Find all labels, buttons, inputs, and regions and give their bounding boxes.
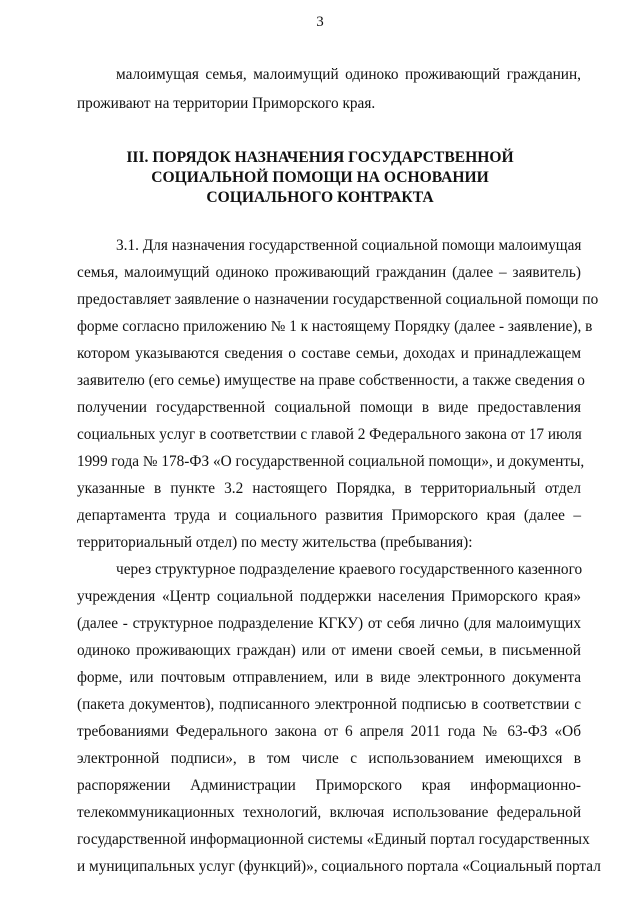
paragraph-line: территориальный отдел) по месту жительства (пребывания): — [77, 534, 473, 551]
paragraph-line: указанные в пункте 3.2 настоящего Порядка, в территориальный отдел — [77, 480, 581, 497]
paragraph-line: департамента труда и социального развития Приморского края (далее – — [77, 507, 581, 524]
paragraph-line: и муниципальных услуг (функций)», социального портала «Социальный портал — [77, 858, 601, 875]
paragraph-line: распоряжении Администрации Приморского края информационно- — [77, 777, 581, 794]
paragraph-line: социальных услуг в соответствии с главой 2 Федерального закона от 17 июля — [77, 426, 582, 443]
paragraph-line: форме согласно приложению № 1 к настоящему Порядку (далее - заявление), в — [77, 318, 593, 335]
section-heading-line: III. ПОРЯДОК НАЗНАЧЕНИЯ ГОСУДАРСТВЕННОЙ — [126, 149, 514, 166]
section-heading-line: СОЦИАЛЬНОГО КОНТРАКТА — [206, 189, 434, 206]
paragraph-line: одиноко проживающих граждан) или от имени своей семьи, в письменной — [77, 642, 581, 659]
paragraph-line: котором указываются сведения о составе семьи, доходах и принадлежащем — [77, 345, 581, 362]
section-heading-line: СОЦИАЛЬНОЙ ПОМОЩИ НА ОСНОВАНИИ — [151, 169, 489, 186]
paragraph-line: семья, малоимущий одиноко проживающий гражданин (далее – заявитель) — [77, 264, 581, 281]
paragraph-line: требованиями Федерального закона от 6 апреля 2011 года № 63-ФЗ «Об — [77, 723, 581, 740]
paragraph-line: через структурное подразделение краевого государственного казенного — [116, 561, 583, 578]
paragraph-line: телекоммуникационных технологий, включая использование федеральной — [77, 804, 581, 821]
paragraph-line: 1999 года № 178-ФЗ «О государственной социальной помощи», и документы, — [77, 453, 585, 470]
paragraph-line: (пакета документов), подписанного электронной подписью в соответствии с — [77, 696, 581, 713]
paragraph-line: получении государственной социальной помощи в виде предоставления — [77, 399, 581, 416]
paragraph-line: 3.1. Для назначения государственной социальной помощи малоимущая — [116, 237, 582, 254]
page-number: 3 — [316, 14, 324, 30]
paragraph-line: форме, или почтовым отправлением, или в виде электронного документа — [77, 669, 581, 686]
paragraph-line: предоставляет заявление о назначении государственной социальной помощи по — [77, 291, 599, 308]
paragraph-line: заявителю (его семье) имуществе на праве собственности, а также сведения о — [77, 372, 585, 389]
paragraph-line: учреждения «Центр социальной поддержки населения Приморского края» — [77, 588, 581, 605]
intro-line: малоимущая семья, малоимущий одиноко проживающий гражданин, — [116, 66, 581, 83]
paragraph-line: (далее - структурное подразделение КГКУ) от себя лично (для малоимущих — [77, 615, 581, 632]
paragraph-line: электронной подписи», в том числе с использованием имеющихся в — [77, 750, 581, 767]
intro-line: проживают на территории Приморского края. — [77, 95, 376, 112]
paragraph-line: государственной информационной системы «Единый портал государственных — [77, 831, 590, 848]
